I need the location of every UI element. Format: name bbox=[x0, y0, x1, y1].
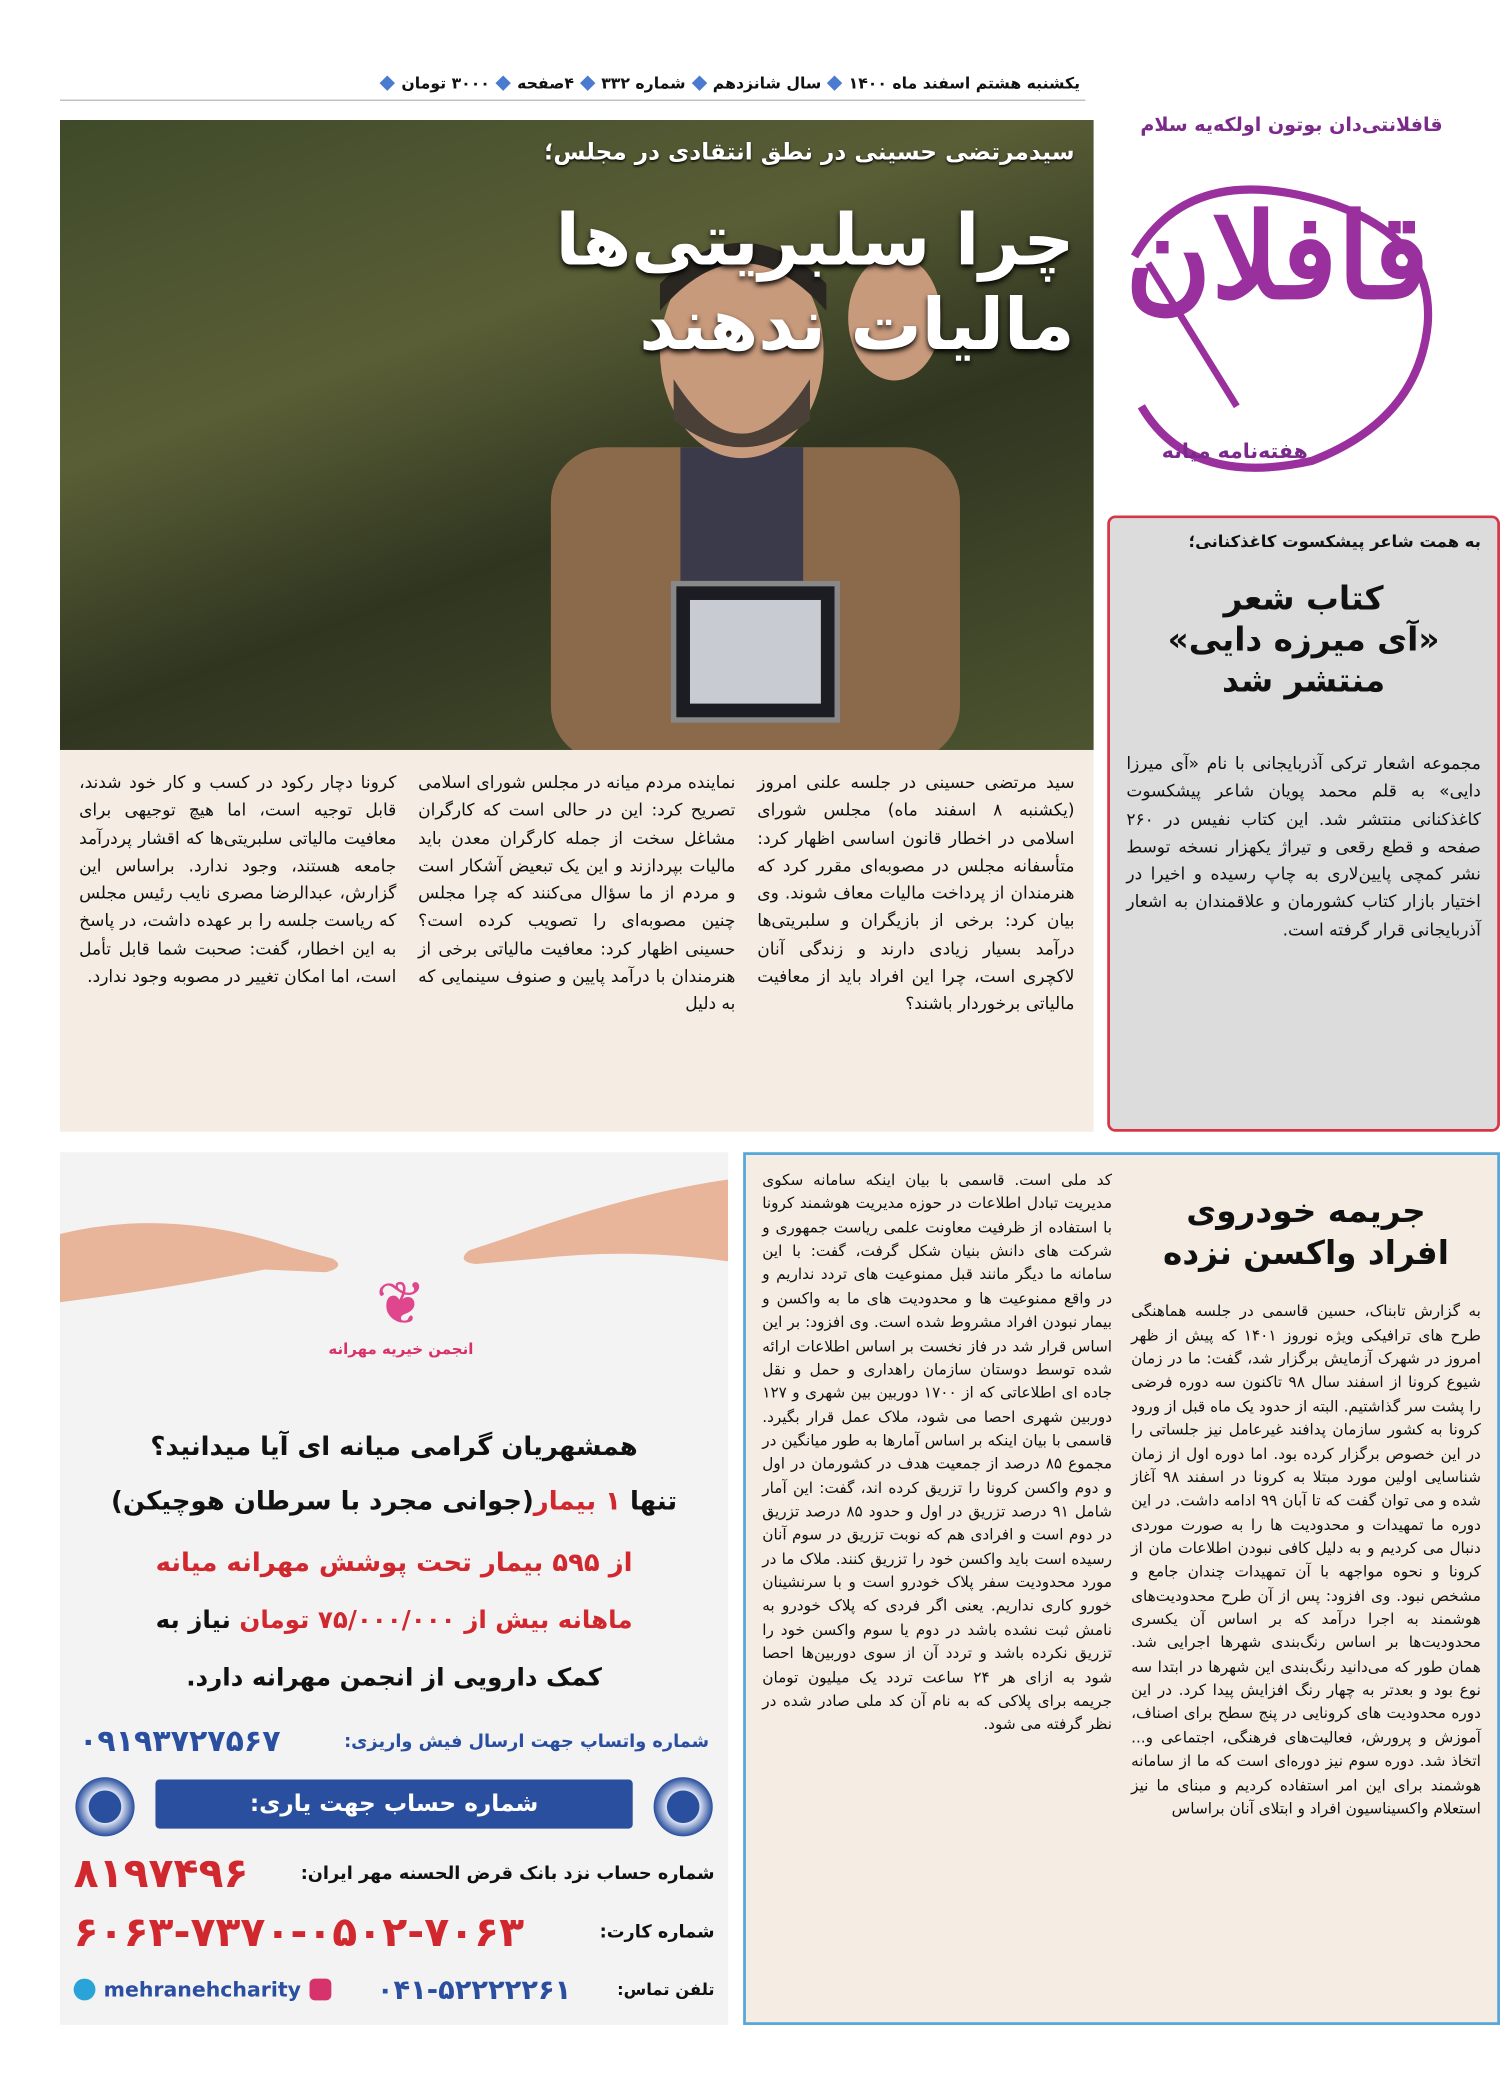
diamond-separator-icon bbox=[691, 75, 706, 90]
hero-kicker: سیدمرتضی حسینی در نطق انتقادی در مجلس؛ bbox=[544, 139, 1075, 167]
account-banner: شماره حساب جهت یاری: bbox=[155, 1779, 632, 1828]
masthead-info-bar bbox=[60, 65, 1085, 100]
hero-photo bbox=[60, 120, 1094, 750]
side-article-book bbox=[1107, 515, 1500, 1131]
headline-line-2: مالیات ندهند bbox=[639, 285, 1075, 368]
card-label: شماره کارت: bbox=[599, 1922, 715, 1944]
text: (جوانی مجرد با سرطان هوچیکن) bbox=[111, 1486, 534, 1517]
amount: ماهانه بیش از ۷۵/۰۰۰/۰۰۰ تومان bbox=[239, 1606, 633, 1635]
article-column: نماینده مردم میانه در مجلس شورای اسلامی تصریح کرد: این در حالی است که کارگران مشاغل سخت از جمله کارگران معدن باید مالیات بپردازند و این یک تبعیض آشکار است و مردم از ما سؤال می‌کنند که چرا مجلس چنین مصوبه‌ای را تصویب کرده است؟ حسینی اظهار کرد: معافیت مالیاتی برخی از هنرمندان با درآمد پایین و صنوف سینمایی که به دلیل bbox=[418, 771, 736, 1014]
article-column-left: کد ملی است. قاسمی با بیان اینکه سامانه سکوی مدیریت تبادل اطلاعات در حوزه مدیریت هوشمند کرونا با استفاده از ظرفیت معاونت علمی ریاست جمهوری و شرکت های دانش بنیان شکل گرفت، گفت: با این سامانه ما دیگر مانند قبل ممنوعیت های تردد نداریم و در واقع ممنوعیت ها و محدودیت های ما به واکسن و بیمار نبودن افراد مشروط شده است. وی افزود: بر این اساس قرار شد در فاز نخست بر اساس اطلاعات ارائه شده توسط دوستان سازمان راهداری و حمل و نقل جاده ای اطلاعاتی که از ۱۷۰۰ دوربین بین شهری و ۱۲۷ دوربین شهری احصا می شود، ملاک عمل قرار بگیرد. قاسمی با بیان اینکه بر اساس آمارها به طور میانگین در مجموع ۸۵ درصد از جمعیت هدف در کشورمان در اول و دوم واکسن کرونا را تزریق کرده اند، گفت: این آمار شامل ۹۱ درصد تزریق در اول و حدود ۸۵ درصد تزریق در دوم است و افرادی هم که نوبت تزریق در سوم آنان رسیده است باید واکسن خود را تزریق کنند. ملاک ما در مورد محدودیت سفر پلاک خودرو است و با سرنشینان خورو کاری نداریم. یعنی اگر فردی که پلاک خودرو به نامش ثبت نشده باشد در دوم یا سوم واکسن خود را تزریق نکرده باشد و تردد آن از سوی دوربین‌ها احصا شود به ازای هر ۲۴ ساعت تردد یک میلیون تومان جریمه برای پلاکی که به نام آن کد ملی صادر شده در نظر گرفته می شود. bbox=[762, 1171, 1113, 1734]
ornament-icon bbox=[649, 1766, 717, 1848]
social-handle bbox=[74, 1977, 331, 2002]
whatsapp-row bbox=[79, 1725, 709, 1759]
issue-year: سال شانزدهم bbox=[712, 72, 822, 93]
diamond-separator-icon bbox=[380, 75, 395, 90]
logo-subtitle: هفته‌نامه میانه bbox=[1161, 439, 1308, 464]
ad-line-coverage: از ۵۹۵ بیمار تحت پوشش مهرانه میانه bbox=[155, 1547, 633, 1578]
instagram-icon bbox=[309, 1979, 331, 2001]
article-text: به گزارش تابناک، حسین قاسمی در جلسه هماهنگی طرح های ترافیکی ویژه نوروز ۱۴۰۱ که پیش از ظهر امروز در شهرک آزمایش برگزار شد، گفت: ما در زمان شیوع کرونا از اسفند سال ۹۸ تاکنون سه دوره فرضی را پشت سر گذاشتیم. البته از حدود یک ماه قبل از ورود کرونا به کشور سازمان پدافند غیرعامل نیز جلساتی را در این خصوص برگزار کرده بود. اما دوره اول از زمان شناسایی اولین مورد مبتلا به کرونا در اسفند ۹۸ آغاز شده و می توان گفت که تا آبان ۹۹ ادامه داشت. در این دوره ما تمهیدات و محدودیت ها را به صورت موردی دنبال می کردیم و به دلیل کافی نبودن اطلاعات مان از کرونا و نحوه مواجهه با آن تمهیدات چندان جامع و مشخص نبود. وی افزود: پس از آن طرح محدودیت‌های هوشمند به اجرا درآمد که بر اساس آن یکسری محدودیت‌ها بر اساس رنگ‌بندی شهرها اجرایی شد. همان طور که می‌دانید رنگ‌بندی این شهرها در ابتدا سه نوع بود و بعدتر به چهار رنگ افزایش پیدا کرد. در این دوره محدودیت های کرونایی در پنج سطح برای اصناف، آموزش و پرورش، فعالیت‌های فرهنگی، اجتماعی و... اتخاذ شد. دوره سوم نیز دوره‌ای است که ما از سامانه هوشمند برای این امر استفاده کردیم و مبنای ما نیز استعلام واکسیناسیون افراد و ابتلای آنان براساس bbox=[1131, 1302, 1481, 1818]
vehicle-fine-article bbox=[743, 1152, 1500, 2025]
highlight: ۱ بیمار bbox=[533, 1486, 621, 1517]
text: تنها bbox=[620, 1486, 678, 1517]
telegram-icon bbox=[74, 1979, 96, 2001]
newspaper-logo bbox=[1107, 106, 1456, 501]
bank-label: شماره حساب نزد بانک قرض الحسنه مهر ایران: bbox=[300, 1864, 715, 1885]
issue-price: ۳۰۰۰ تومان bbox=[401, 72, 490, 93]
side-article-body: مجموعه اشعار ترکی آذربایجانی با نام «آی میرزا دایی» به قلم محمد پویان شاعر پیشکسوت کاغذکنانی منتشر شد. این کتاب نفیس در ۲۶۰ صفحه و قطع رقعی و تیراژ یکهزار نسخه توسط نشر کمچی پایین‌لاری به چاپ رسیده و اخیرا در اختیار بازار کتاب کشورمان و علاقمندان به اشعار آذربایجانی قرار گرفته است. bbox=[1126, 752, 1481, 939]
ad-line-amount bbox=[87, 1606, 701, 1635]
contact-row bbox=[74, 1973, 715, 2006]
side-article-title bbox=[1126, 578, 1481, 701]
card-number-row bbox=[74, 1909, 715, 1957]
logo-wordmark: قافلان bbox=[1125, 188, 1430, 326]
ornament-icon bbox=[71, 1766, 139, 1848]
title-line: «آی میرزه دایی» bbox=[1167, 620, 1440, 659]
hero-headline bbox=[555, 199, 1074, 369]
side-article-kicker: به همت شاعر پیشکسوت کاغذکنانی؛ bbox=[1188, 531, 1481, 551]
bank-number: ۸۱۹۷۴۹۶ bbox=[73, 1850, 249, 1899]
whatsapp-label: شماره واتساپ جهت ارسال فیش واریزی: bbox=[344, 1731, 710, 1753]
main-article-body bbox=[60, 750, 1094, 1132]
page-count: ۴صفحه bbox=[517, 72, 574, 93]
ad-question: همشهریان گرامی میانه ای آیا میدانید؟ bbox=[150, 1431, 638, 1462]
whatsapp-number: ۰۹۱۹۳۷۲۷۵۶۷ bbox=[79, 1724, 281, 1760]
diamond-separator-icon bbox=[827, 75, 842, 90]
article-column: کرونا دچار رکود در کسب و کار خود شدند، قابل توجیه است، اما هیچ توجیهی برای معافیت مالیاتی سلبریتی‌ها که اقشار پردرآمد جامعه هستند، وجود ندارد. براساس این گزارش، عبدالرضا مصری نایب رئیس مجلس که ریاست جلسه را بر عهده داشت، در پاسخ به این اخطار، گفت: صحبت شما قابل تأمل است، اما امکان تغییر در مصوبه وجود ندارد. bbox=[79, 771, 397, 986]
mehraneh-logo bbox=[278, 1269, 523, 1359]
headline-line-1: چرا سلبریتی‌ها bbox=[555, 200, 1075, 283]
dove-heart-icon: ❦ bbox=[375, 1269, 427, 1340]
diamond-separator-icon bbox=[580, 75, 595, 90]
logo-tagline: قافلانتی‌دان بوتون اولکه‌یه سلام bbox=[1140, 114, 1443, 137]
org-name: انجمن خیریه مهرانه bbox=[328, 1340, 474, 1359]
issue-number: شماره ۳۳۲ bbox=[601, 72, 686, 93]
issue-date: یکشنبه هشتم اسفند ماه ۱۴۰۰ bbox=[848, 72, 1080, 93]
ad-line-help: کمک دارویی از انجمن مهرانه دارد. bbox=[186, 1663, 602, 1693]
social-handle-text: mehranehcharity bbox=[103, 1977, 301, 2002]
title-line: کتاب شعر bbox=[1223, 579, 1384, 618]
title-line: جریمه خودروی bbox=[1186, 1191, 1426, 1230]
title-line: افراد واکسن نزده bbox=[1163, 1234, 1449, 1273]
card-number: ۶۰۶۳-۷۳۷۰-۰۵۰۲-۷۰۶۳ bbox=[73, 1909, 525, 1957]
ad-line-patient bbox=[87, 1486, 701, 1516]
title-line: منتشر شد bbox=[1222, 661, 1386, 700]
article-column-right bbox=[1131, 1169, 1481, 2009]
text: نیاز به bbox=[155, 1606, 240, 1635]
article-title bbox=[1131, 1190, 1481, 1275]
phone-number: ۰۴۱-۵۲۲۲۲۲۶۱ bbox=[376, 1973, 572, 2006]
diamond-separator-icon bbox=[496, 75, 511, 90]
phone-label: تلفن تماس: bbox=[617, 1979, 715, 2000]
bank-account-row bbox=[74, 1850, 715, 1898]
charity-advertisement bbox=[60, 1152, 728, 2025]
article-column: سید مرتضی حسینی در جلسه علنی امروز (یکشنبه ۸ اسفند ماه) مجلس شورای اسلامی در اخطار قانون اساسی اظهار کرد: متأسفانه مجلس در مصوبه‌ای مقرر کرد که هنرمندان از پرداخت مالیات معاف شوند. وی بیان کرد: برخی از بازیگران و سلبریتی‌ها درآمد بسیار زیادی دارند و زندگی آنان لاکچری است، چرا این افراد باید از معافیت مالیاتی برخوردار باشند؟ bbox=[757, 771, 1075, 1014]
